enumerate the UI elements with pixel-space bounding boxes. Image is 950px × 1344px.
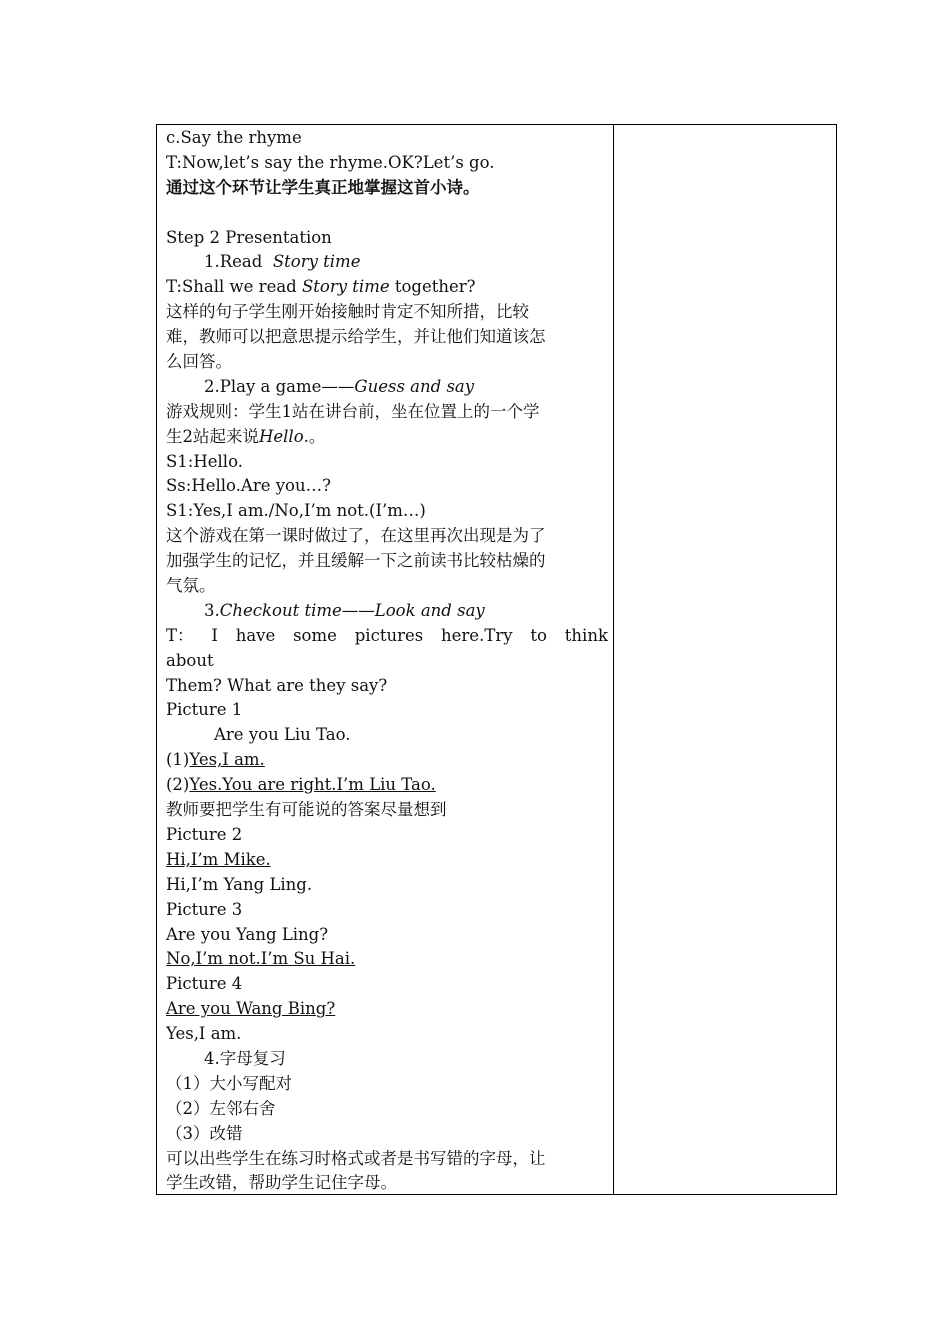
text-fragment: 1.Read bbox=[204, 252, 273, 272]
text-line: 游戏规则：学生1站在讲台前，坐在位置上的一个学 bbox=[166, 401, 540, 421]
underlined-answer: Yes,I am. bbox=[189, 750, 265, 770]
underlined-answer: Hi,I’m Mike. bbox=[166, 849, 271, 869]
text-line: Ss:Hello.Are you…? bbox=[166, 476, 331, 496]
text-fragment: Story time bbox=[301, 277, 390, 297]
text-line: S1:Yes,I am./No,I’m not.(I’m…) bbox=[166, 501, 426, 521]
text-line bbox=[166, 599, 608, 624]
word: to bbox=[530, 625, 547, 645]
notes-cell bbox=[614, 125, 836, 1194]
lesson-text bbox=[166, 126, 608, 1196]
text-line: 难，教师可以把意思提示给学生，并让他们知道该怎 bbox=[166, 327, 546, 347]
word: some bbox=[293, 625, 337, 645]
text-line: （2）左邻右舍 bbox=[166, 1098, 276, 1118]
text-line: 4.字母复习 bbox=[204, 1048, 286, 1068]
text-fragment: together? bbox=[389, 277, 476, 297]
blank-line bbox=[166, 201, 608, 226]
text-line: Them? What are they say? bbox=[166, 675, 388, 695]
text-line: 可以出些学生在练习时格式或者是书写错的字母，让 bbox=[166, 1148, 546, 1168]
text-line bbox=[166, 773, 608, 798]
text-fragment: 3. bbox=[204, 600, 220, 620]
underlined-answer: Yes.You are right.I’m Liu Tao. bbox=[189, 775, 436, 795]
text-line: 这个游戏在第一课时做过了，在这里再次出现是为了 bbox=[166, 526, 546, 546]
text-line: 这样的句子学生刚开始接触时肯定不知所措，比较 bbox=[166, 302, 529, 322]
section-heading: Step 2 Presentation bbox=[166, 227, 332, 247]
underlined-answer: No,I’m not.I’m Su Hai. bbox=[166, 949, 356, 969]
teaching-content-cell bbox=[157, 125, 614, 1194]
text-line: c.Say the rhyme bbox=[166, 128, 302, 147]
text-line: Picture 1 bbox=[166, 700, 243, 720]
text-line: 加强学生的记忆，并且缓解一下之前读书比较枯燥的 bbox=[166, 551, 546, 571]
text-line: 教师要把学生有可能说的答案尽量想到 bbox=[166, 800, 447, 820]
text-line: Yes,I am. bbox=[166, 1024, 242, 1044]
text-line: 通过这个环节让学生真正地掌握这首小诗。 bbox=[166, 177, 480, 197]
word: T： bbox=[166, 625, 194, 645]
text-line bbox=[166, 375, 608, 400]
text-line bbox=[166, 425, 608, 450]
text-line bbox=[166, 250, 608, 275]
text-line: （1）大小写配对 bbox=[166, 1073, 292, 1093]
text-line: Hi,I’m Yang Ling. bbox=[166, 874, 313, 894]
word: here.Try bbox=[441, 625, 513, 645]
text-line: S1:Hello. bbox=[166, 451, 243, 471]
text-fragment: Hello bbox=[259, 426, 304, 446]
text-fragment: .。 bbox=[303, 426, 326, 446]
text-line bbox=[166, 748, 608, 773]
text-line: （3）改错 bbox=[166, 1123, 243, 1143]
text-fragment: Guess and say bbox=[354, 376, 475, 396]
text-fragment: (2) bbox=[166, 775, 190, 795]
text-line: Are you Yang Ling? bbox=[166, 924, 329, 944]
word: think bbox=[564, 625, 608, 645]
text-line: 学生改错，帮助学生记住字母。 bbox=[166, 1173, 397, 1193]
text-line: Are you Liu Tao. bbox=[214, 725, 351, 745]
word: I bbox=[211, 625, 218, 645]
text-fragment: 生2站起来说 bbox=[166, 426, 259, 446]
text-line: about bbox=[166, 650, 214, 670]
text-line bbox=[166, 848, 608, 873]
text-line: Picture 4 bbox=[166, 974, 243, 994]
text-line: Picture 2 bbox=[166, 824, 243, 844]
text-fragment: (1) bbox=[166, 750, 190, 770]
lesson-plan-table bbox=[156, 124, 837, 1195]
text-line: 么回答。 bbox=[166, 352, 232, 372]
underlined-answer: Are you Wang Bing? bbox=[166, 999, 336, 1019]
text-line: Picture 3 bbox=[166, 899, 243, 919]
text-line bbox=[166, 947, 608, 972]
text-fragment: T:Shall we read bbox=[166, 277, 302, 297]
text-line bbox=[166, 997, 608, 1022]
text-fragment: Story time bbox=[272, 252, 361, 272]
text-line: 气氛。 bbox=[166, 576, 216, 596]
text-line: T:Now,let’s say the rhyme.OK?Let’s go. bbox=[166, 152, 495, 172]
text-fragment: Checkout time——Look and say bbox=[219, 600, 485, 620]
word: pictures bbox=[354, 625, 424, 645]
text-line-justified bbox=[166, 624, 608, 649]
word: have bbox=[235, 625, 276, 645]
text-line bbox=[166, 275, 608, 300]
text-fragment: 2.Play a game—— bbox=[204, 376, 355, 396]
